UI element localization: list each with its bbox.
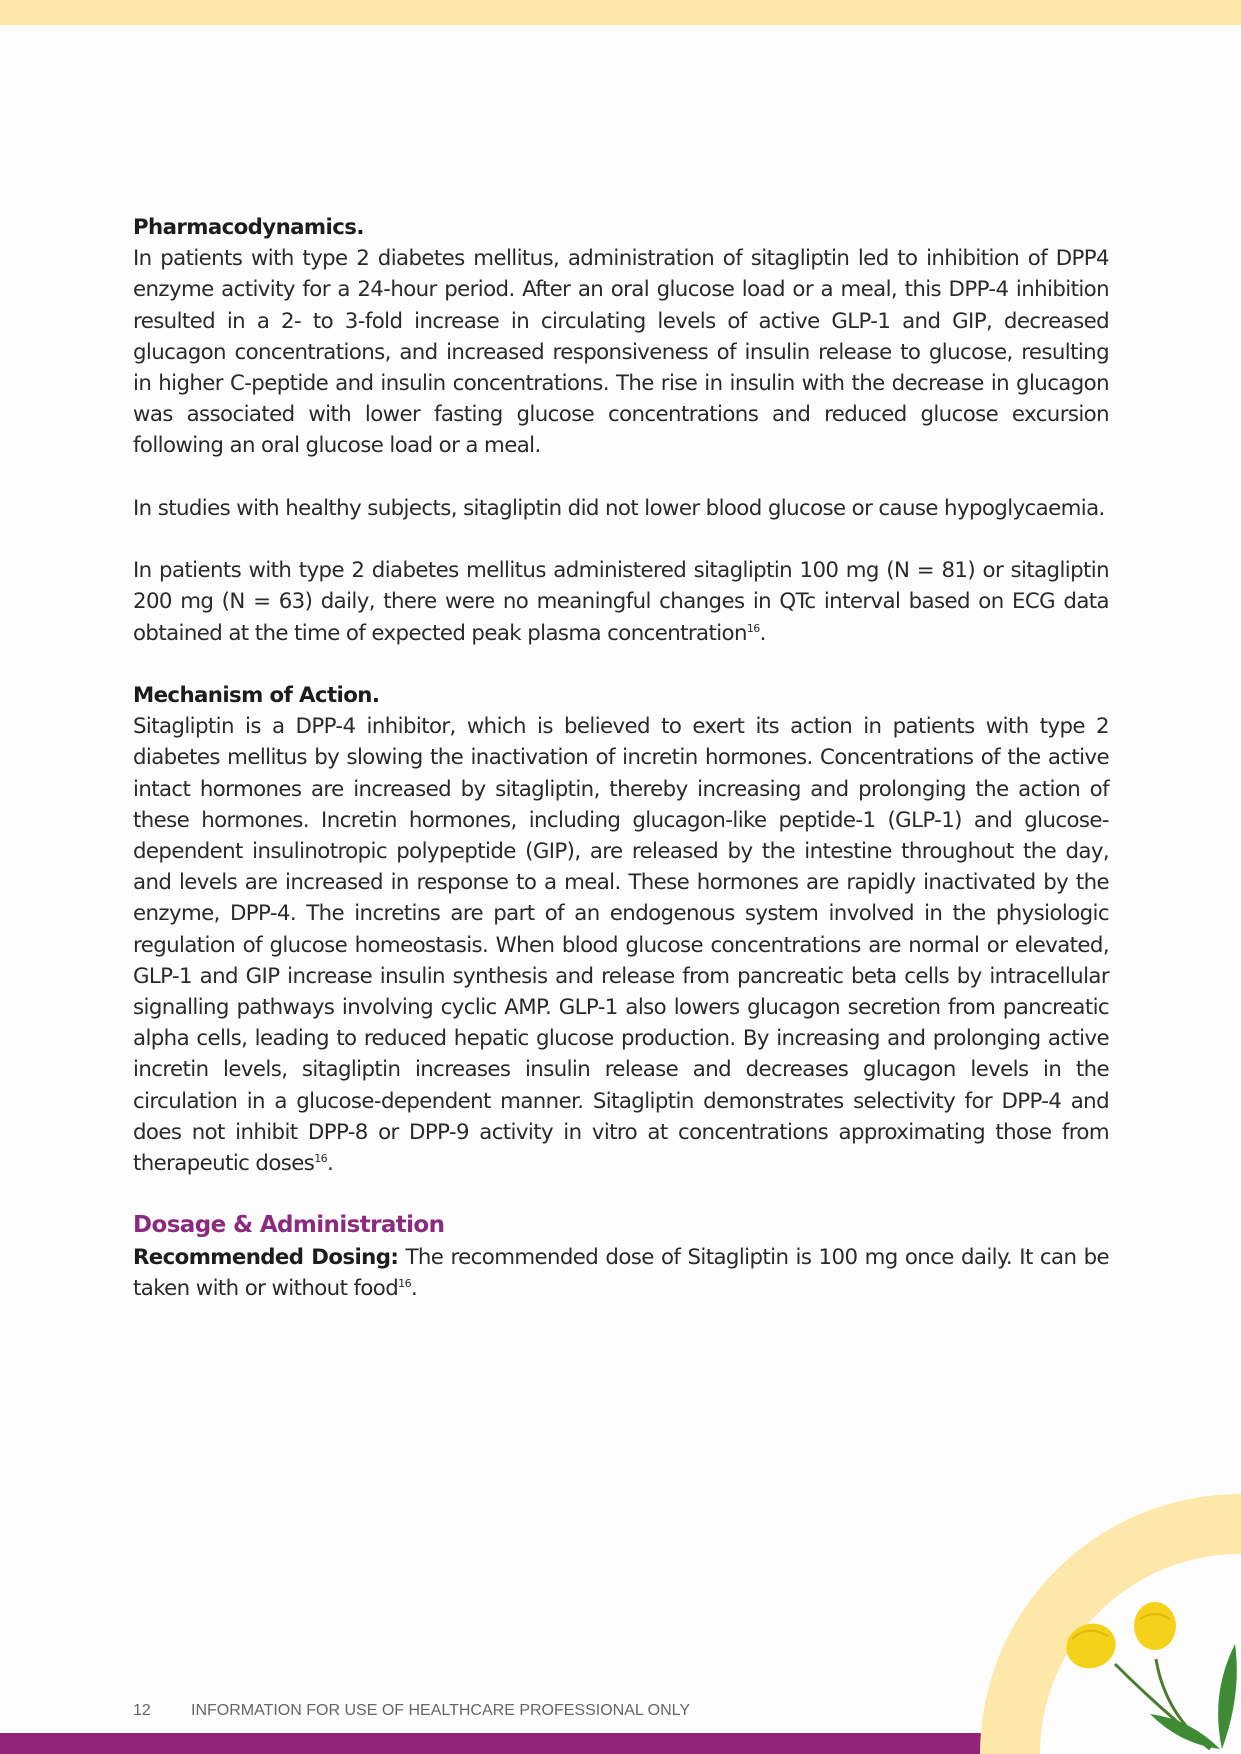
paragraph-text: The recommended dose of Sitagliptin is 100 mg once daily. It can be taken with or without food bbox=[133, 1244, 1109, 1301]
yellow-tulips-icon bbox=[960, 1474, 1241, 1754]
mechanism-heading: Mechanism of Action. bbox=[133, 683, 380, 708]
recommended-dosing-label: Recommended Dosing: bbox=[133, 1244, 399, 1270]
page-number: 12 bbox=[133, 1702, 151, 1719]
mechanism-paragraph: Sitagliptin is a DPP-4 inhibitor, which is believed to exert its action in patients with type 2 diabetes mellitus by slowing the inactivation of incretin hormones. Concentrations of the active intact hormones are increased by sitagliptin, thereby increasing and prolonging the action of these hormones. Incretin hormones, including glucagon-like peptide-1 (GLP-1) and glucose-dependent insulinotropic polypeptide (GIP), are released by the intestine throughout the day, and levels are increased in response to a meal. These hormones are rapidly inactivated by the enzyme, DPP-4. The incretins are part of an endogenous system involved in the physiologic regulation of glucose homeostasis. When blood glucose concentrations are normal or elevated, GLP-1 and GIP increase insulin synthesis and release from pancreatic beta cells by intracellular signalling pathways involving cyclic AMP. GLP-1 also lowers glucagon secretion from pancreatic alpha cells, leading to reduced hepatic glucose production. By increasing and prolonging active incretin levels, sitagliptin increases insulin release and decreases glucagon levels in the circulation in a glucose-dependent manner. Sitagliptin demonstrates selectivity for DPP-4 and does not inhibit DPP-8 or DPP-9 activity in vitro at concentrations approximating those from therapeutic doses$^{16}$. bbox=[133, 714, 1109, 1177]
reference-superscript: 16 bbox=[398, 1276, 411, 1290]
paragraph-text: Sitagliptin is a DPP-4 inhibitor, which is believed to exert its action in patients with type 2 diabetes mellitus by slowing the inactivation of incretin hormones. Concentrations of the active intact hormones are increased by sitagliptin, thereby increasing and prolonging the action of these hormones. Incretin hormones, including glucagon-like peptide-1 (GLP-1) and glucose-dependent insulinotropic polypeptide (GIP), are released by the intestine throughout the day, and levels are increased in response to a meal. These hormones are rapidly inactivated by the enzyme, DPP-4. The incretins are part of an endogenous system involved in the physiologic regulation of glucose homeostasis. When blood glucose concentrations are normal or elevated, GLP-1 and GIP increase insulin synthesis and release from pancreatic beta cells by intracellular signalling pathways involving cyclic AMP. GLP-1 also lowers glucagon secretion from pancreatic alpha cells, leading to reduced hepatic glucose production. By increasing and prolonging active incretin levels, sitagliptin increases insulin release and decreases glucagon levels in the circulation in a glucose-dependent manner. Sitagliptin demonstrates selectivity for DPP-4 and does not inhibit DPP-8 or DPP-9 activity in vitro at concentrations approximating those from therapeutic doses bbox=[133, 714, 1109, 1177]
dosage-paragraph: Recommended Dosing: The recommended dose of Sitagliptin is 100 mg once daily. It can be taken with or without food$^{16}$. bbox=[133, 1244, 1109, 1301]
bottom-decorative-band bbox=[0, 1733, 1000, 1754]
pharmacodynamics-paragraph-1: In patients with type 2 diabetes mellitus, administration of sitagliptin led to inhibition of DPP4 enzyme activity for a 24-hour period. After an oral glucose load or a meal, this DPP-4 inhibition resulted in a 2- to 3-fold increase in circulating levels of active GLP-1 and GIP, decreased glucagon concentrations, and increased responsiveness of insulin release to glucose, resulting in higher C-peptide and insulin concentrations. The rise in insulin with the decrease in glucagon was associated with lower fasting glucose concentrations and reduced glucose excursion following an oral glucose load or a meal. bbox=[133, 246, 1109, 459]
dosage-section-title: Dosage & Administration bbox=[133, 1212, 445, 1239]
reference-superscript: 16 bbox=[314, 1151, 328, 1165]
pharmacodynamics-heading: Pharmacodynamics. bbox=[133, 215, 364, 240]
reference-superscript: 16 bbox=[746, 621, 760, 635]
pharmacodynamics-paragraph-3: In patients with type 2 diabetes mellitus administered sitagliptin 100 mg (N = 81) or sitagliptin 200 mg (N = 63) daily, there were no meaningful changes in QTc interval based on ECG data obtained at the time of expected peak plasma concentration$^{16}$. bbox=[133, 558, 1109, 646]
page-footer bbox=[133, 1702, 690, 1720]
footer-notice: INFORMATION FOR USE OF HEALTHCARE PROFESSIONAL ONLY bbox=[191, 1702, 691, 1719]
top-decorative-band bbox=[0, 0, 1241, 25]
paragraph-text: In patients with type 2 diabetes mellitus administered sitagliptin 100 mg (N = 81) or sitagliptin 200 mg (N = 63) daily, there were no meaningful changes in QTc interval based on ECG data obtained at the time of expected peak plasma concentration bbox=[133, 558, 1109, 646]
arc-decoration bbox=[980, 1494, 1241, 1754]
pharmacodynamics-paragraph-2: In studies with healthy subjects, sitagliptin did not lower blood glucose or cause hypoglycaemia. bbox=[133, 495, 1105, 521]
document-body bbox=[133, 212, 1109, 1304]
